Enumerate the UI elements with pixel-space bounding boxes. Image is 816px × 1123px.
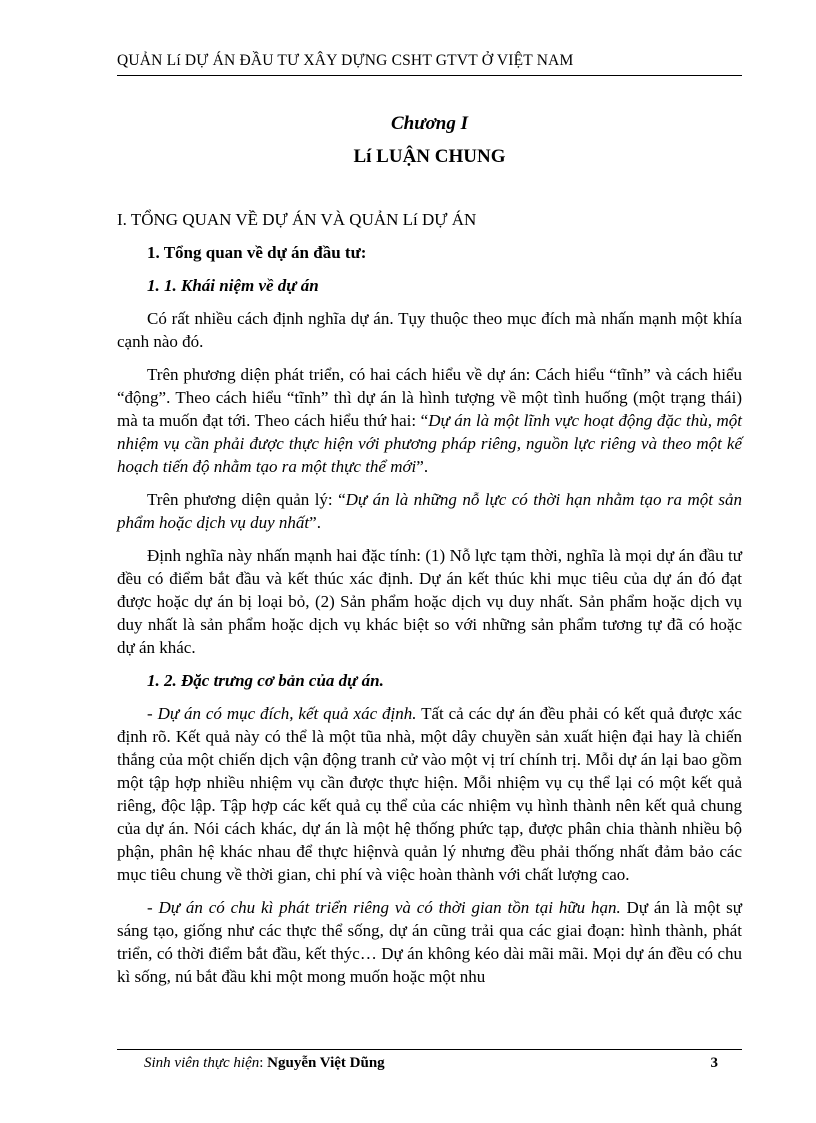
quote-text: Dự án là những nỗ lực có thời hạn nhằm tạo ra một sản phẩm hoặc dịch vụ duy nhất — [117, 490, 742, 532]
chapter-title: Lí LUẬN CHUNG — [353, 146, 506, 167]
footer-separator: : — [259, 1055, 268, 1071]
paragraph-dash: - — [147, 704, 158, 723]
subsection-heading: 1. Tổng quan về dự án đầu tư: — [147, 243, 367, 262]
footer-label: Sinh viên thực hiện — [144, 1055, 260, 1071]
section-heading: I. TỔNG QUAN VỀ DỰ ÁN VÀ QUẢN Lí DỰ ÁN — [117, 210, 477, 229]
paragraph-text: ”. — [416, 457, 429, 476]
paragraph — [117, 702, 742, 886]
sub1-heading: 1. 1. Khái niệm về dự án — [147, 276, 319, 295]
running-header: QUẢN Lí DỰ ÁN ĐẦU TƯ XÂY DỰNG CSHT GTVT Ở VIỆT NAM — [117, 52, 574, 69]
paragraph — [117, 488, 742, 534]
page-number: 3 — [710, 1055, 718, 1071]
footer-name: Nguyễn Việt Dũng — [267, 1055, 385, 1071]
paragraph — [117, 896, 742, 988]
paragraph: Định nghĩa này nhấn mạnh hai đặc tính: (1) Nỗ lực tạm thời, nghĩa là mọi dự án đầu tư đều có điểm bắt đầu và kết thúc xác định. Dự án kết thúc khi mục tiêu của dự án đó đạt được hoặc dự án bị loại bỏ, (2) Sản phẩm hoặc dịch vụ duy nhất. Sản phẩm hoặc dịch vụ duy nhất là sản phẩm hoặc dịch vụ khác biệt so với những sản phẩm tương tự đã có hoặc dự án khác. — [117, 546, 742, 657]
body-text — [117, 208, 742, 997]
paragraph-text: ”. — [309, 513, 321, 532]
chapter-label: Chương I — [390, 113, 469, 134]
paragraph — [117, 363, 742, 478]
paragraph-text: Trên phương diện phát triển, có hai cách hiểu về dự án: Cách hiểu “tĩnh” và cách hiểu “động”. Theo cách hiểu “tĩnh” thì dự án là hình tượng về một tình huống (một trạng thái) mà ta muốn đạt tới. Theo cách hiểu thứ hai: “ — [117, 365, 742, 430]
paragraph-text: Dự án là một sự sáng tạo, giống như các thực thể sống, dự án cũng trải qua các giai đoạn: hình thành, phát triển, có thời điểm bắt đầu, kết thýc… Dự án không kéo dài mãi mãi. Mọi dự án đều có chu kì sống, nú bắt đầu khi một mong muốn hoặc một nhu — [117, 898, 742, 986]
quote-text: Dự án là một lĩnh vực hoạt động đặc thù, một nhiệm vụ cần phải được thực hiện với phương pháp riêng, nguồn lực riêng và theo một kế hoạch tiến độ nhằm tạo ra một thực thể mới — [117, 411, 743, 476]
lead-text: Dự án có chu kì phát triển riêng và có thời gian tồn tại hữu hạn. — [158, 898, 621, 917]
paragraph-dash: - — [147, 898, 159, 917]
paragraph-text: Trên phương diện quản lý: “ — [147, 490, 346, 509]
paragraph: Có rất nhiều cách định nghĩa dự án. Tụy thuộc theo mục đích mà nhấn mạnh một khía cạnh nào đó. — [117, 309, 742, 351]
sub2-heading: 1. 2. Đặc trưng cơ bản của dự án. — [147, 671, 384, 690]
footer-author — [144, 1055, 385, 1072]
lead-text: Dự án có mục đích, kết quả xác định. — [157, 704, 417, 723]
header-divider — [117, 75, 742, 76]
footer-divider — [117, 1049, 742, 1050]
paragraph-text: Tất cả các dự án đều phải có kết quả được xác định rõ. Kết quả này có thể là một tũa nhà, một dây chuyền sản xuất hiện đại hay là chiến thắng của một chiến dịch vận động tranh cử vào một vị trí chính trị. Mỗi dự án lại bao gồm một tập hợp nhiều nhiệm vụ cần được thực hiện. Mỗi nhiệm vụ cụ thể lại có một kết quả riêng, độc lập. Tập hợp các kết quả cụ thể của các nhiệm vụ hình thành nên kết quả chung của dự án. Nói cách khác, dự án là một hệ thống phức tạp, được phân chia thành nhiều bộ phận, phân hệ khác nhau để thực hiệnvà quản lý nhưng đều phải thống nhất đảm bảo các mục tiêu chung về thời gian, chi phí và việc hoàn thành với chất lượng cao. — [117, 704, 742, 884]
